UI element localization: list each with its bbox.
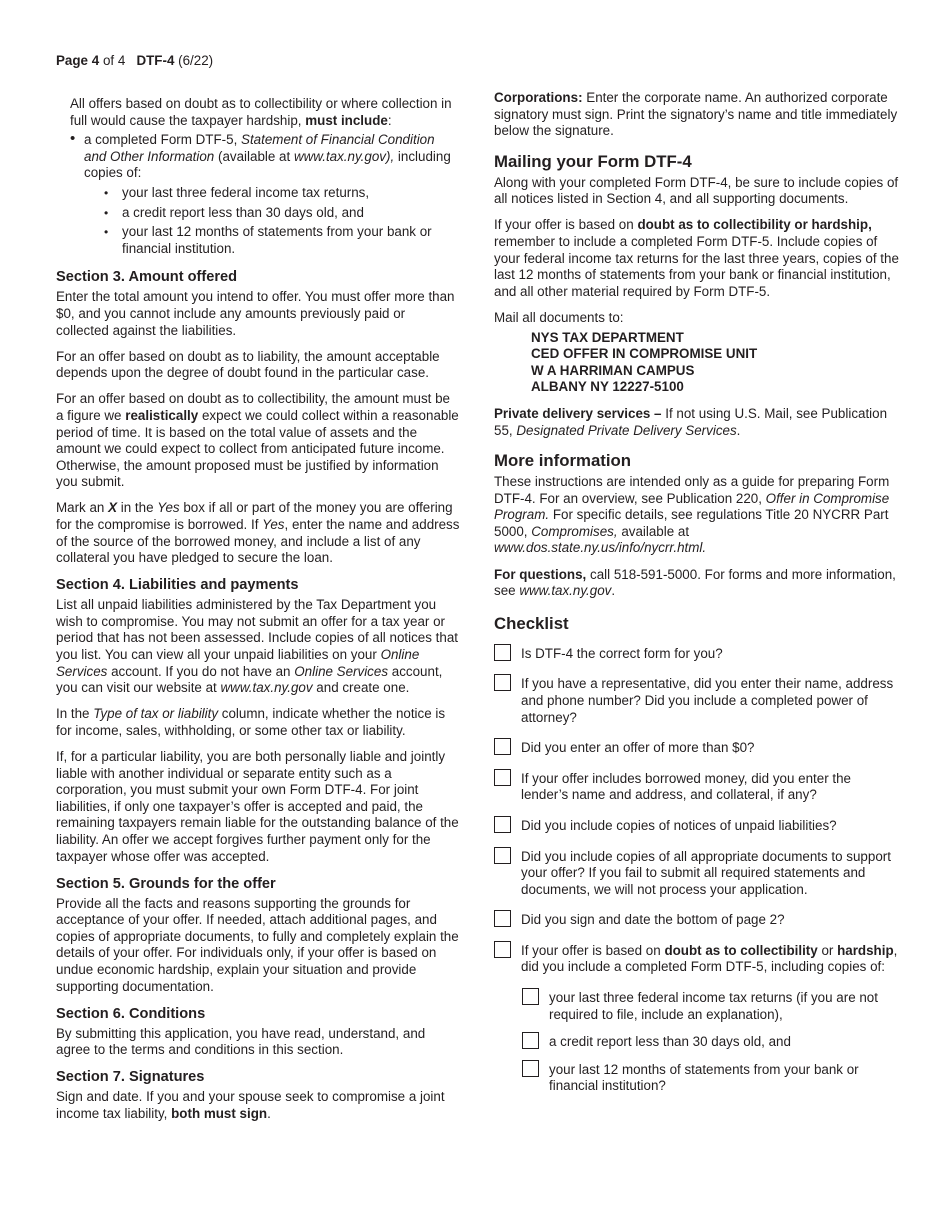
- right-column: [494, 90, 900, 1106]
- intro-list: [70, 132, 460, 257]
- list-item: • a credit report less than 30 days old, and: [84, 205, 460, 222]
- s3-paragraph: Mark an X in the Yes box if all or part of the money you are offering for the compromise is borrowed. If Yes, enter the name and address of the source of the borrowed money, and include a list of any collateral you have pledged to secure the loan.: [56, 500, 460, 566]
- checklist-item: If your offer includes borrowed money, did you enter the lender’s name and address, and collateral, if any?: [494, 771, 900, 804]
- s3-paragraph: For an offer based on doubt as to collectibility, the amount must be a figure we realistically expect we could collect within a reasonable period of time. It is based on the total value of assets and the amount we could expect to collect from anticipated future income. Otherwise, the amount proposed must be justified by information you submit.: [56, 391, 459, 490]
- checkbox[interactable]: [494, 847, 511, 864]
- private-delivery-paragraph: Private delivery services – If not using U.S. Mail, see Publication 55, Designated Private Delivery Services.: [494, 405, 888, 438]
- checkbox[interactable]: [522, 1060, 539, 1077]
- page-number: 4: [91, 53, 100, 68]
- section-4-title: Section 4. Liabilities and payments: [56, 577, 299, 594]
- checklist-item: If you have a representative, did you enter their name, address and phone number? Did you include a completed power of attorney?: [494, 676, 900, 726]
- checklist-item: Did you enter an offer of more than $0?: [494, 740, 900, 757]
- page-total: of 4: [102, 53, 126, 68]
- page-label: Page: [56, 53, 89, 68]
- section-5-title: Section 5. Grounds for the offer: [56, 875, 276, 892]
- checkbox[interactable]: [494, 910, 511, 927]
- address-line: W A HARRIMAN CAMPUS: [531, 362, 695, 378]
- s4-paragraph: List all unpaid liabilities administered by the Tax Department you wish to compromise. You may not submit an offer for a tax year or period that has not been assessed. Include copies of all notices that you list. You can view all your unpaid liabilities on your Online Services account. If you do not have an Online Services account, you can visit our website at www.tax.ny.gov and create one.: [56, 597, 458, 696]
- checkbox[interactable]: [494, 738, 511, 755]
- checklist-item: Did you include copies of all appropriate documents to support your offer? If you fail to submit all required statements and documents, we will not process your application.: [494, 849, 900, 899]
- s5-paragraph: Provide all the facts and reasons supporting the grounds for acceptance of your offer. If needed, attach additional pages, and copies of appropriate documents, to fully and completely explain the details of your offer. For individuals only, if your offer is based on undue economic hardship, explain your situation and provide supporting documentation.: [56, 895, 459, 994]
- mailing-paragraph: Along with your completed Form DTF-4, be sure to include copies of all notices listed in Section 4, and all supporting documents.: [494, 174, 899, 207]
- intro-sublist: [84, 185, 460, 257]
- address-line: ALBANY NY 12227-5100: [531, 379, 684, 395]
- list-item: • your last 12 months of statements from your bank or financial institution.: [84, 224, 460, 257]
- form-name: DTF-4: [136, 53, 175, 68]
- checkbox[interactable]: [522, 988, 539, 1005]
- checkbox[interactable]: [494, 674, 511, 691]
- form-date: (6/22): [178, 53, 214, 68]
- checklist-item: If your offer is based on doubt as to collectibility or hardship, did you include a completed Form DTF-5, including copies of:: [494, 943, 900, 976]
- left-column: [56, 96, 460, 1132]
- address-line: CED OFFER IN COMPROMISE UNIT: [531, 346, 758, 362]
- checklist-subitem: your last 12 months of statements from your bank or financial institution?: [522, 1062, 900, 1095]
- checkbox[interactable]: [522, 1032, 539, 1049]
- more-info-paragraph: For questions, call 518-591-5000. For forms and more information, see www.tax.ny.gov.: [494, 566, 896, 599]
- checklist: [494, 646, 900, 1095]
- more-info-title: More information: [494, 451, 632, 471]
- checklist-subitem: your last three federal income tax returns (if you are not required to file, include an explanation),: [522, 990, 900, 1023]
- section-3-title: Section 3. Amount offered: [56, 269, 238, 286]
- s3-paragraph: Enter the total amount you intend to offer. You must offer more than $0, and you cannot include any amounts previously paid or collected against the liabilities.: [56, 289, 455, 338]
- checklist-title: Checklist: [494, 613, 569, 633]
- s6-paragraph: By submitting this application, you have read, understand, and agree to the terms and conditions in this section.: [56, 1025, 426, 1058]
- checkbox[interactable]: [494, 644, 511, 661]
- checklist-item: Did you sign and date the bottom of page 2?: [494, 912, 900, 929]
- list-item: • a completed Form DTF-5, Statement of Financial Condition and Other Information (available at www.tax.ny.gov), including copies of: • your last three federal income tax returns, • a credit report less than 30 days old, and • your last 12 months of statements from your bank or financial institution.: [70, 132, 460, 257]
- s3-paragraph: For an offer based on doubt as to liability, the amount acceptable depends upon the degree of doubt found in the particular case.: [56, 348, 440, 381]
- page-header: [56, 53, 213, 70]
- mailing-title: Mailing your Form DTF-4: [494, 151, 692, 171]
- list-item: • your last three federal income tax returns,: [84, 185, 460, 202]
- checkbox[interactable]: [494, 816, 511, 833]
- checkbox[interactable]: [494, 941, 511, 958]
- section-6-title: Section 6. Conditions: [56, 1005, 206, 1022]
- s4-paragraph: In the Type of tax or liability column, indicate whether the notice is for income, sales, withholding, or some other tax or liability.: [56, 706, 446, 738]
- intro-block: [56, 96, 460, 257]
- address-line: NYS TAX DEPARTMENT: [531, 329, 684, 345]
- more-info-paragraph: These instructions are intended only as a guide for preparing Form DTF-4. For an overview, see Publication 220, Offer in Compromise Program. For specific details, see regulations Title 20 NYCRR Part 5000, Compromises, available at www.dos.state.ny.us/info/nycrr.html.: [494, 474, 890, 556]
- mailing-paragraph: Mail all documents to:: [494, 309, 624, 325]
- mailing-paragraph: If your offer is based on doubt as to collectibility or hardship, remember to include a completed Form DTF-5. Include copies of your federal income tax returns for the last three years, copies of the last 12 months of statements from your bank or financial institution, and all other material required by Form DTF-5.: [494, 217, 899, 299]
- intro-text: All offers based on doubt as to collectibility or where collection in full would cause the taxpayer hardship, must include:: [70, 96, 452, 128]
- checklist-subitem: a credit report less than 30 days old, and: [522, 1034, 900, 1051]
- section-7-title: Section 7. Signatures: [56, 1069, 205, 1086]
- s4-paragraph: If, for a particular liability, you are both personally liable and jointly liable with another individual or separate entity such as a corporation, you must submit your own Form DTF-4. For joint liabilities, if only one taxpayer’s offer is accepted and paid, the remaining taxpayers remain liable for the outstanding balance of the liability. An offer we accept forgives further payment only for the taxpayer whose offer was accepted.: [56, 749, 459, 864]
- s7-paragraph: Sign and date. If you and your spouse seek to compromise a joint income tax liability, both must sign.: [56, 1089, 445, 1121]
- mailing-address: [531, 330, 900, 396]
- checklist-item: Is DTF-4 the correct form for you?: [494, 646, 900, 663]
- checkbox[interactable]: [494, 769, 511, 786]
- checklist-item: Did you include copies of notices of unpaid liabilities?: [494, 818, 900, 835]
- corporations-paragraph: Corporations: Enter the corporate name. An authorized corporate signatory must sign. Print the signatory’s name and title immediately below the signature.: [494, 90, 898, 139]
